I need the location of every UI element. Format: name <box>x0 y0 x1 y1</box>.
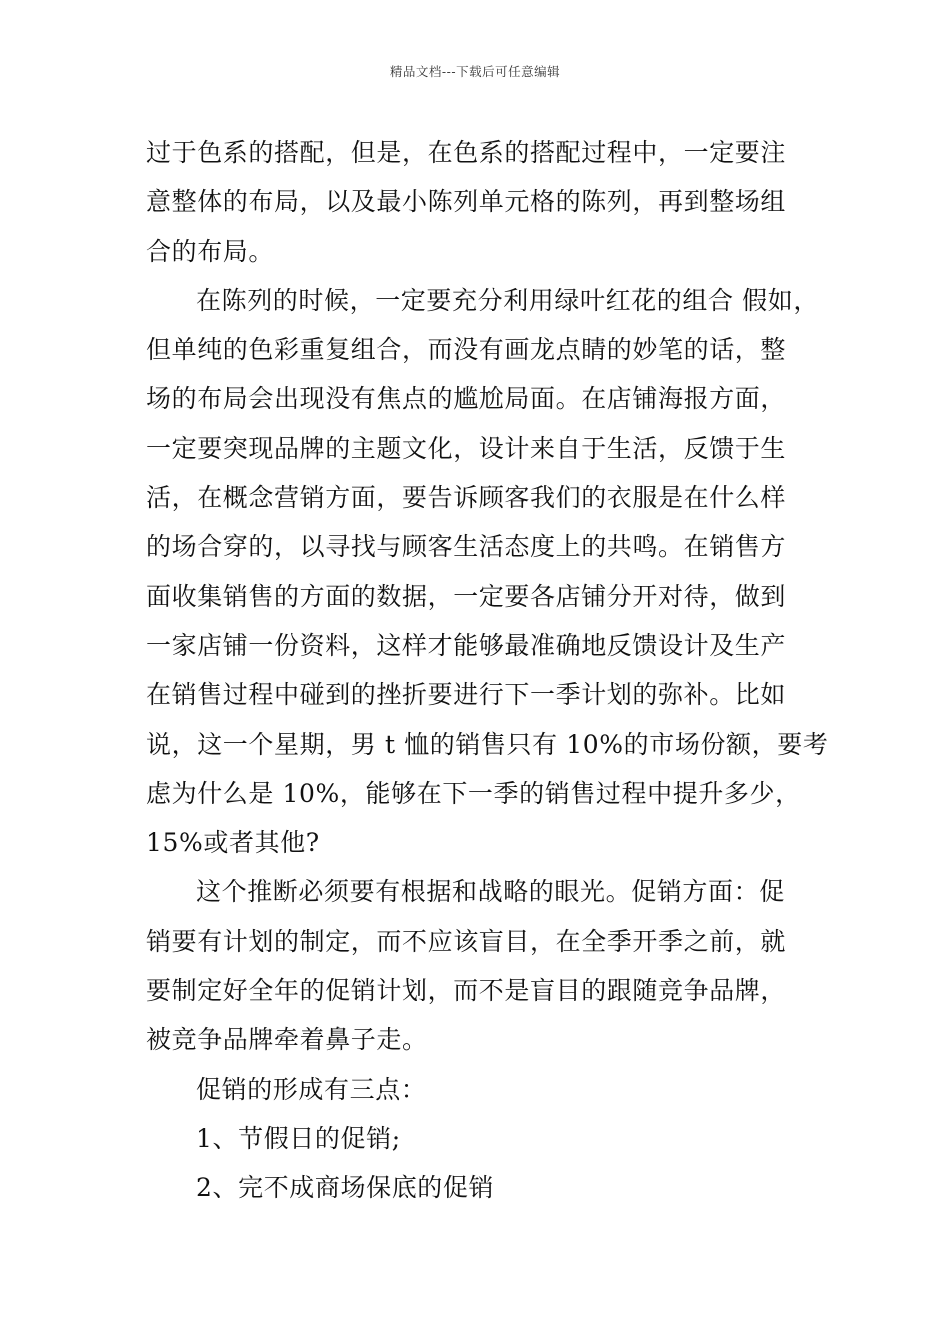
text-line: 过于色系的搭配，但是，在色系的搭配过程中，一定要注 <box>146 138 787 167</box>
paragraph-first-line: 这个推断必须要有根据和战略的眼光。促销方面：促 <box>196 877 785 907</box>
text-line: 一家店铺一份资料，这样才能够最准确地反馈设计及生产 <box>146 630 787 660</box>
list-item: 1、节假日的促销; <box>196 1123 401 1153</box>
text-line: 要制定好全年的促销计划，而不是盲目的跟随竞争品牌， <box>146 976 787 1006</box>
list-item: 2、完不成商场保底的促销 <box>196 1173 495 1203</box>
text-line: 意整体的布局，以及最小陈列单元格的陈列，再到整场组 <box>146 187 787 217</box>
document-body <box>146 128 829 1213</box>
text-line: 场的布局会出现没有焦点的尴尬局面。在店铺海报方面， <box>146 384 787 414</box>
paragraph-first-line: 促销的形成有三点： <box>196 1074 427 1104</box>
text-line: 15%或者其他? <box>146 828 320 858</box>
text-line: 说，这一个星期，男 t 恤的销售只有 10%的市场份额，要考 <box>146 729 829 759</box>
text-line: 虑为什么是 10%，能够在下一季的销售过程中提升多少， <box>146 778 801 808</box>
page-header: 精品文档---下载后可任意编辑 <box>389 64 561 79</box>
text-line: 被竞争品牌牵着鼻子走。 <box>146 1025 428 1055</box>
text-line: 的场合穿的，以寻找与顾客生活态度上的共鸣。在销售方 <box>146 532 787 562</box>
text-line: 面收集销售的方面的数据，一定要各店铺分开对待，做到 <box>146 581 787 611</box>
paragraph-first-line: 在陈列的时候，一定要充分利用绿叶红花的组合 假如， <box>196 285 819 315</box>
text-line: 活，在概念营销方面，要告诉顾客我们的衣服是在什么样 <box>146 483 787 513</box>
text-line: 但单纯的色彩重复组合，而没有画龙点睛的妙笔的话，整 <box>146 335 787 365</box>
text-line: 在销售过程中碰到的挫折要进行下一季计划的弥补。比如 <box>146 680 787 710</box>
text-line: 合的布局。 <box>146 236 275 266</box>
text-line: 一定要突现品牌的主题文化，设计来自于生活，反馈于生 <box>146 433 787 463</box>
text-line: 销要有计划的制定，而不应该盲目，在全季开季之前，就 <box>146 926 787 956</box>
